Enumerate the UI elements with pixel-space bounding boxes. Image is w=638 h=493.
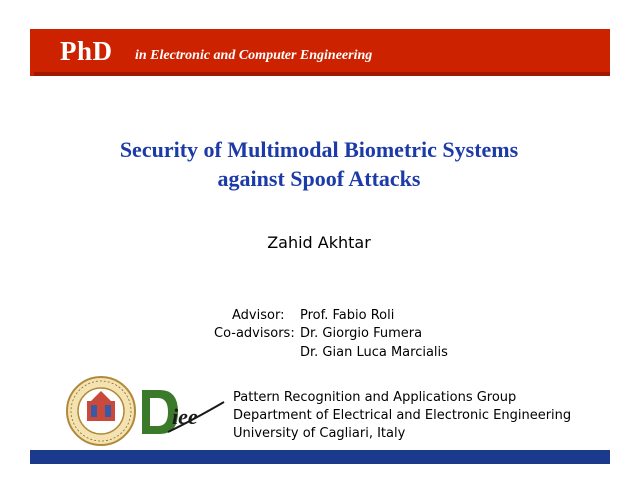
program-label: in Electronic and Computer Engineering [135, 48, 373, 63]
author-name: Zahid Akhtar [267, 233, 371, 252]
university-seal-icon [65, 375, 137, 447]
svg-text:iee: iee [172, 404, 198, 429]
footer-banner [30, 450, 610, 464]
coadvisor-2-name: Dr. Gian Luca Marcialis [300, 345, 448, 360]
header-banner-shadow [34, 72, 610, 76]
coadvisors-label: Co-advisors: [214, 326, 295, 341]
coadvisor-1-name: Dr. Giorgio Fumera [300, 326, 423, 341]
slide-title [40, 135, 598, 193]
diee-logo-icon [138, 382, 228, 442]
phd-label: PhD [60, 36, 113, 66]
affiliation-line-1: Pattern Recognition and Applications Group [233, 390, 517, 405]
affiliation-line-2: Department of Electrical and Electronic Engineering [233, 408, 572, 423]
affiliation-line-3: University of Cagliari, Italy [233, 426, 406, 441]
advisor-name: Prof. Fabio Roli [300, 308, 395, 323]
advisor-label: Advisor: [232, 308, 285, 323]
title-line-2: against Spoof Attacks [217, 166, 421, 191]
title-line-1: Security of Multimodal Biometric Systems [119, 137, 519, 162]
